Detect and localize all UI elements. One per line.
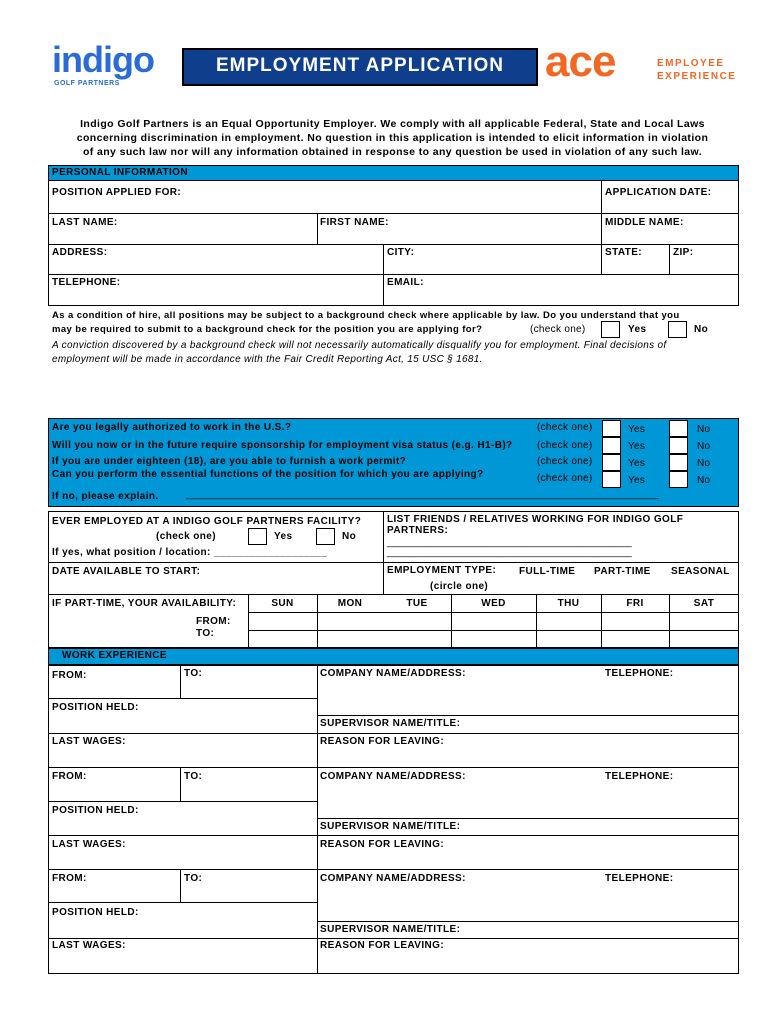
divider [48,767,739,768]
part-time-availability-label: IF PART-TIME, YOUR AVAILABILITY: [52,598,237,609]
employment-type-label: EMPLOYMENT TYPE: [387,565,497,576]
date-available-field[interactable]: DATE AVAILABLE TO START: [52,566,201,577]
ever-employed-no-label: No [342,531,357,542]
eeo-line-3: of any such law nor will any information obtained in response to any question be used in violation of any such law. [82,146,703,158]
question-work-authorized: Are you legally authorized to work in the U.S.? [52,422,292,433]
last-name-field[interactable]: LAST NAME: [52,217,118,228]
job2-to-field[interactable]: TO: [184,771,203,782]
position-applied-field[interactable]: POSITION APPLIED FOR: [52,187,182,198]
job3-from-field[interactable]: FROM: [52,873,87,884]
divider [48,835,739,836]
ever-employed-yes-label: Yes [274,531,293,542]
type-part-time[interactable]: PART-TIME [594,566,651,577]
availability-to-label: TO: [196,628,215,639]
job2-from-field[interactable]: FROM: [52,771,87,782]
job3-position-field[interactable]: POSITION HELD: [52,907,139,918]
indigo-logo [52,40,164,92]
friends-relatives-line-2[interactable]: ____________________________________________ [387,547,632,558]
explain-label: If no, please explain. [52,491,159,502]
previous-position-field[interactable]: If yes, what position / location: ___________________ [52,547,328,558]
eeo-line-2: concerning discrimination in employment. No question in this application is intended to elicit information in violation [76,132,709,144]
job1-telephone-field[interactable]: TELEPHONE: [605,668,674,679]
yes-label: Yes [628,424,646,435]
check-one-label: (check one) [537,456,593,467]
email-field[interactable]: EMAIL: [387,277,424,288]
divider [180,665,181,698]
divider [48,733,739,734]
check-one-label: (check one) [537,440,593,451]
day-sat: SAT [693,598,715,609]
job1-to-field[interactable]: TO: [184,668,203,679]
job3-reason-field[interactable]: REASON FOR LEAVING: [320,940,445,951]
sponsorship-no-checkbox[interactable] [669,437,688,454]
job1-company-field[interactable]: COMPANY NAME/ADDRESS: [320,668,466,679]
middle-name-field[interactable]: MIDDLE NAME: [605,217,684,228]
day-mon: MON [337,598,363,609]
no-label: No [697,441,711,452]
day-wed: WED [481,598,506,609]
divider [669,244,670,275]
divider [383,244,384,306]
job2-wages-field[interactable]: LAST WAGES: [52,839,126,850]
state-field[interactable]: STATE: [605,247,643,258]
friends-relatives-label-1: LIST FRIENDS / RELATIVES WORKING FOR INDIGO GOLF [387,514,684,525]
yes-label: Yes [628,458,646,469]
question-essential-functions: Can you perform the essential functions of the position for which you are applying? [52,469,484,480]
functions-yes-checkbox[interactable] [602,471,621,488]
ace-logo-word: ace [545,37,616,86]
background-disclaimer-2: employment will be made in accordance with the Fair Credit Reporting Act, 15 USC § 1681. [52,354,483,365]
availability-from-label: FROM: [196,616,231,627]
indigo-logo-sub: GOLF PARTNERS [54,80,120,87]
no-label: No [697,475,711,486]
question-visa-sponsorship: Will you now or in the future require sponsorship for employment visa status (e.g. H1-B)? [52,440,513,451]
day-thu: THU [557,598,580,609]
divider [48,938,739,939]
functions-no-checkbox[interactable] [669,471,688,488]
personal-info-heading: PERSONAL INFORMATION [52,167,188,178]
divider [248,612,739,613]
background-check-text-1: As a condition of hire, all positions may be subject to a background check where applicable by law. Do you understand that you [52,310,680,321]
background-no-label: No [694,324,709,335]
job2-company-field[interactable]: COMPANY NAME/ADDRESS: [320,771,466,782]
zip-field[interactable]: ZIP: [673,247,694,258]
job3-wages-field[interactable]: LAST WAGES: [52,940,126,951]
explain-input-line[interactable]: _____________________________________________________________________________________ [186,489,659,500]
divider [48,274,739,275]
divider [248,630,739,631]
ever-employed-question: EVER EMPLOYED AT A INDIGO GOLF PARTNERS FACILITY? [52,516,362,527]
ace-logo-line1: EMPLOYEE [657,58,725,69]
permit-no-checkbox[interactable] [669,454,688,471]
divider [317,715,739,716]
ace-logo [545,37,745,92]
divider [48,180,739,181]
divider [48,562,739,563]
type-seasonal[interactable]: SEASONAL [671,566,730,577]
background-disclaimer-1: A conviction discovered by a background check will not necessarily automatically disqualify you for employment. Final decisions of [52,340,667,351]
divider [48,801,318,802]
permit-yes-checkbox[interactable] [602,454,621,471]
sponsorship-yes-checkbox[interactable] [602,437,621,454]
page-title-text: EMPLOYMENT APPLICATION [216,55,504,76]
background-check-text-2: may be required to submit to a background check for the position you are applying for? [52,324,483,335]
no-label: No [697,424,711,435]
divider [48,698,318,699]
question-work-permit: If you are under eighteen (18), are you able to furnish a work permit? [52,456,407,467]
ever-employed-check-one: (check one) [156,531,216,542]
indigo-logo-word: indigo [52,39,154,80]
job1-from-field[interactable]: FROM: [52,670,87,681]
address-field[interactable]: ADDRESS: [52,247,108,258]
job2-reason-field[interactable]: REASON FOR LEAVING: [320,839,445,850]
background-check-one: (check one) [530,324,586,335]
divider [180,869,181,902]
background-yes-checkbox[interactable] [601,321,620,338]
authorized-yes-checkbox[interactable] [602,420,621,437]
job2-position-field[interactable]: POSITION HELD: [52,805,139,816]
divider [48,869,739,870]
eeo-statement [40,117,745,159]
day-tue: TUE [406,598,428,609]
friends-relatives-line-1[interactable]: ____________________________________________ [387,537,632,548]
divider [48,902,318,903]
divider [48,594,739,595]
day-fri: FRI [626,598,644,609]
divider [383,511,384,594]
job2-supervisor-field[interactable]: SUPERVISOR NAME/TITLE: [320,821,461,832]
job3-telephone-field[interactable]: TELEPHONE: [605,873,674,884]
ace-logo-line2: EXPERIENCE [657,71,737,82]
divider [601,180,602,275]
background-yes-label: Yes [628,324,647,335]
check-one-label: (check one) [537,473,593,484]
yes-label: Yes [628,441,646,452]
yes-label: Yes [628,475,646,486]
divider [180,767,181,801]
divider [317,921,739,922]
friends-relatives-label-2: PARTNERS: [387,525,449,536]
type-full-time[interactable]: FULL-TIME [519,566,576,577]
ever-employed-yes-checkbox[interactable] [248,528,267,545]
eeo-line-1: Indigo Golf Partners is an Equal Opportunity Employer. We comply with all applicable Federal, State and Local Laws [80,118,705,130]
divider [48,213,739,214]
job3-company-field[interactable]: COMPANY NAME/ADDRESS: [320,873,466,884]
city-field[interactable]: CITY: [387,247,415,258]
job1-supervisor-field[interactable]: SUPERVISOR NAME/TITLE: [320,718,461,729]
job1-reason-field[interactable]: REASON FOR LEAVING: [320,736,445,747]
ever-employed-no-checkbox[interactable] [316,528,335,545]
job1-position-field[interactable]: POSITION HELD: [52,702,139,713]
job2-telephone-field[interactable]: TELEPHONE: [605,771,674,782]
job1-wages-field[interactable]: LAST WAGES: [52,736,126,747]
telephone-field[interactable]: TELEPHONE: [52,277,121,288]
day-sun: SUN [271,598,294,609]
page-title [182,48,538,86]
application-date-field[interactable]: APPLICATION DATE: [605,187,712,198]
background-no-checkbox[interactable] [668,321,687,338]
work-experience-heading: WORK EXPERIENCE [62,650,167,661]
job3-supervisor-field[interactable]: SUPERVISOR NAME/TITLE: [320,924,461,935]
divider [317,818,739,819]
check-one-label: (check one) [537,422,593,433]
circle-one-label: (circle one) [430,581,489,592]
no-label: No [697,458,711,469]
divider [317,213,318,244]
authorized-no-checkbox[interactable] [669,420,688,437]
job3-to-field[interactable]: TO: [184,873,203,884]
first-name-field[interactable]: FIRST NAME: [320,217,389,228]
divider [48,244,739,245]
divider [317,665,318,767]
